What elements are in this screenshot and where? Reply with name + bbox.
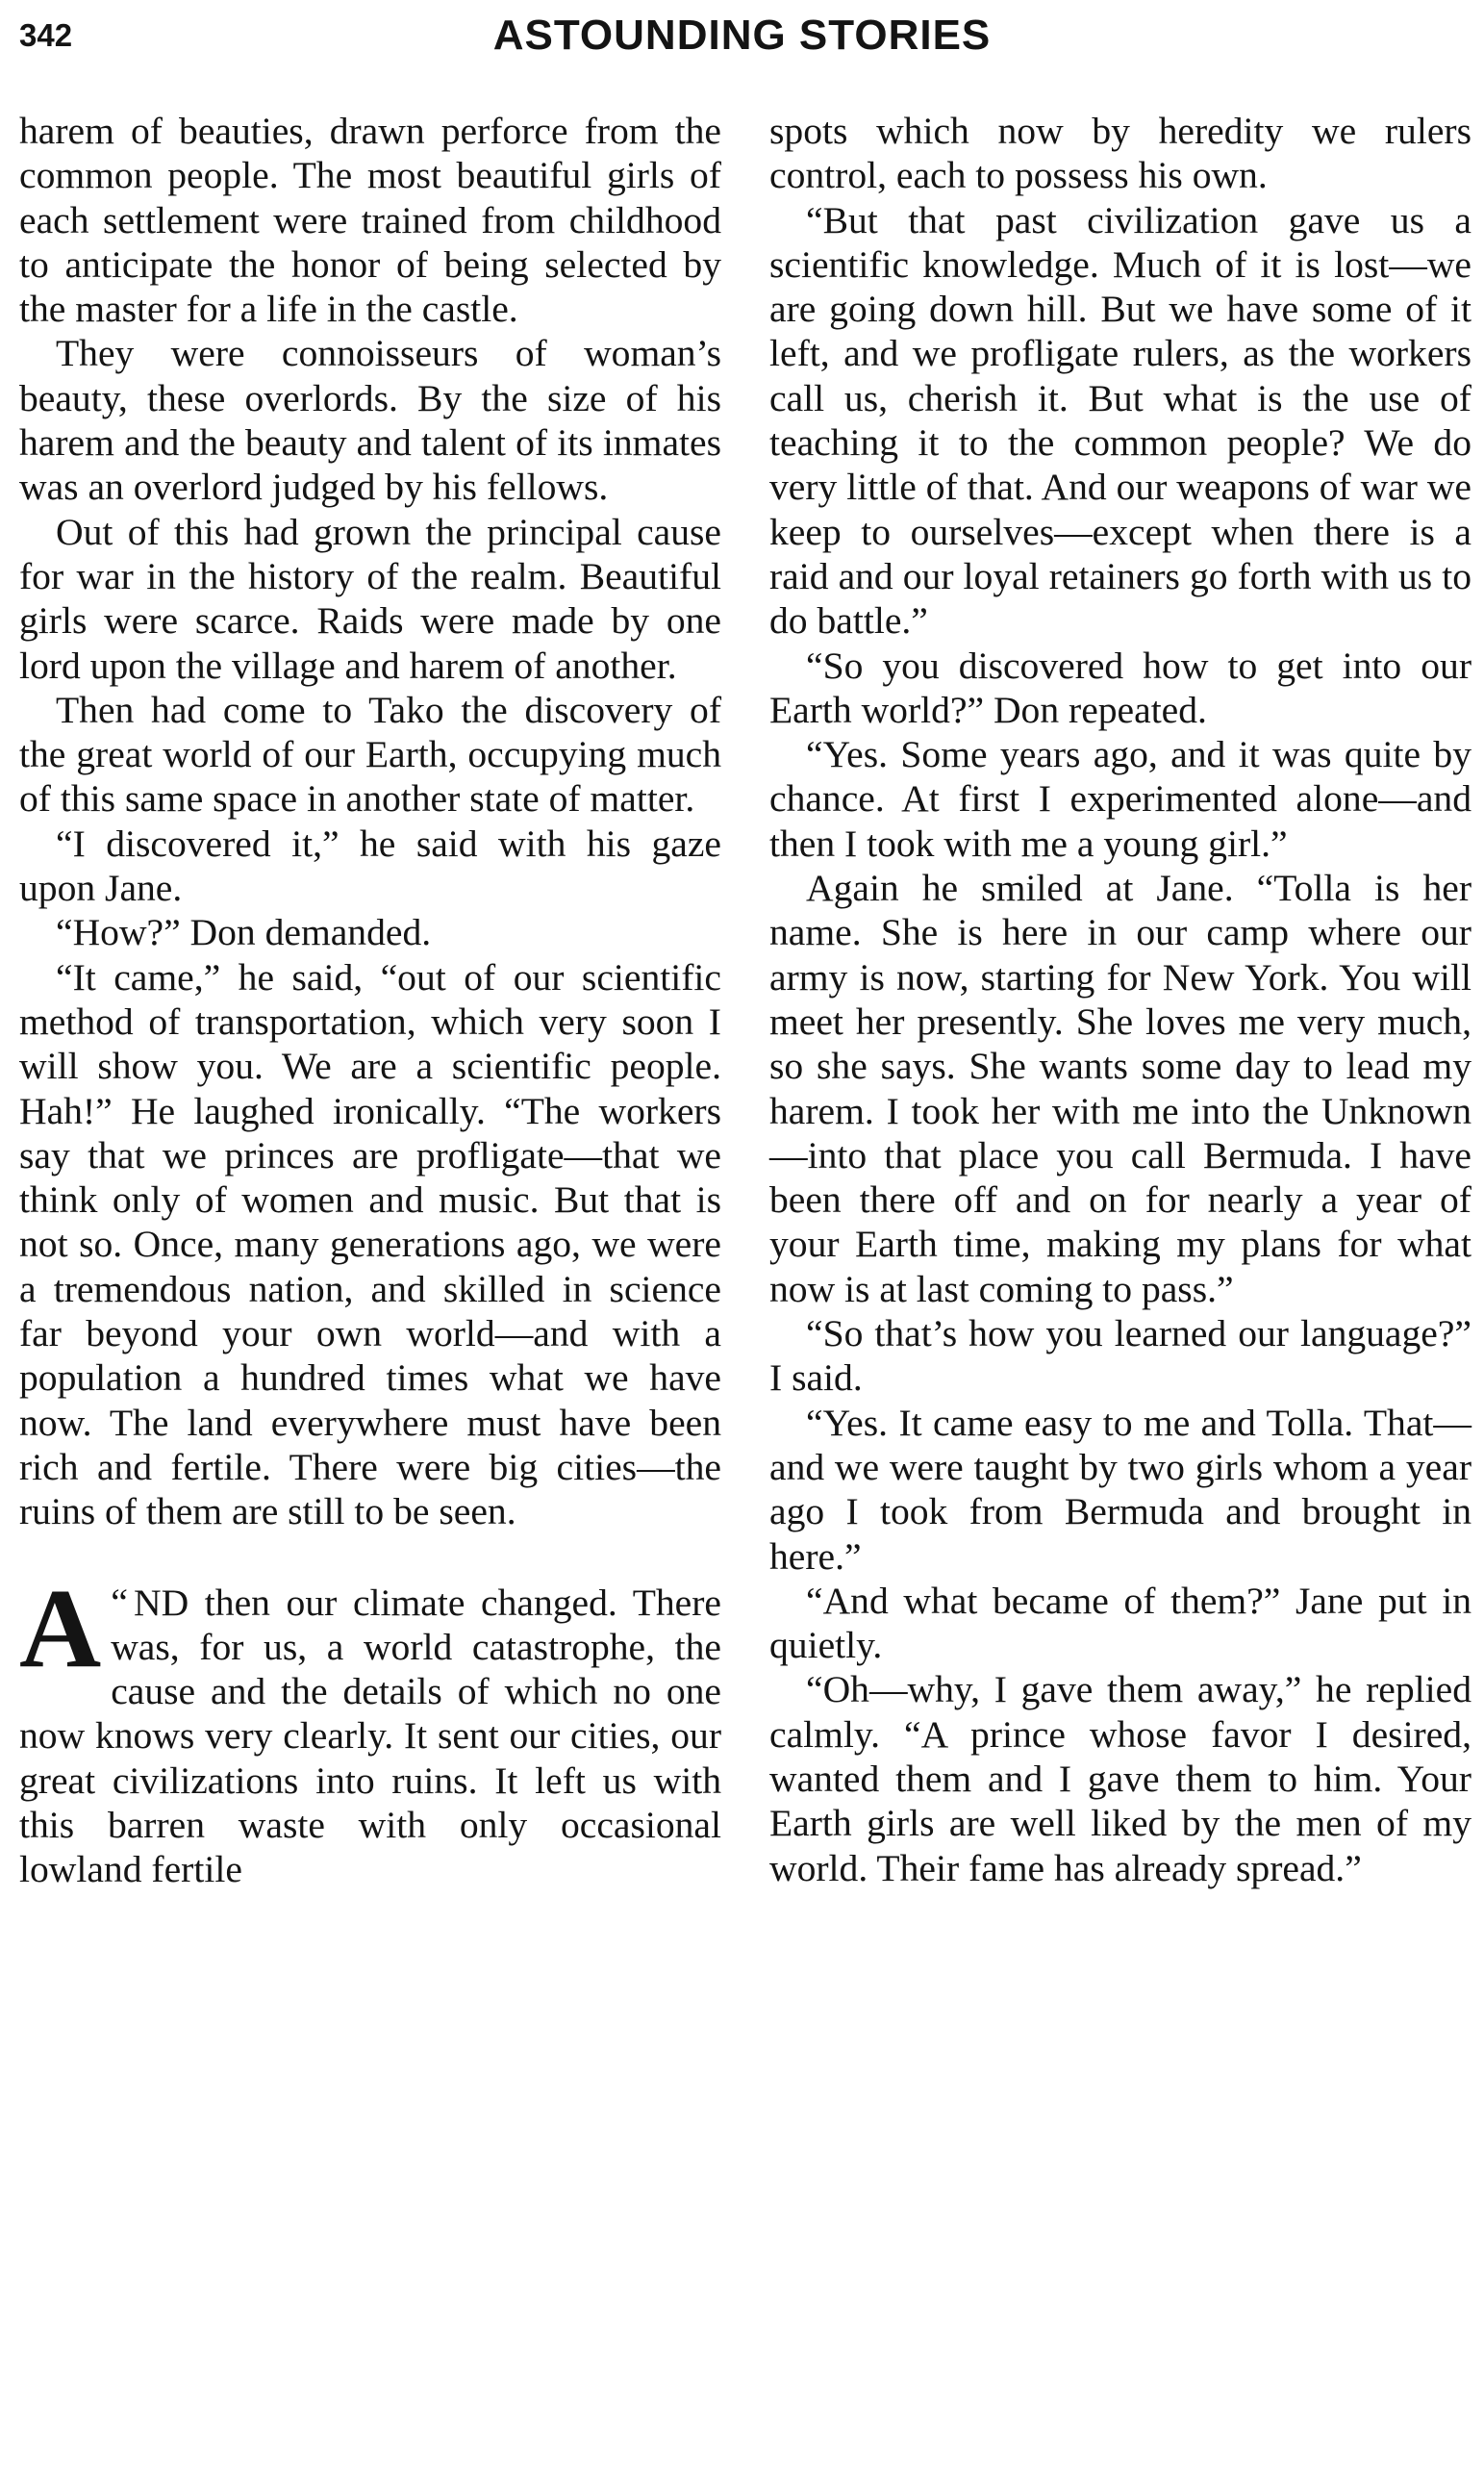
drop-cap: A [19,1564,102,1691]
left-column [19,109,721,1892]
paragraph: spots which now by heredity we rulers control, each to possess his own. [769,110,1471,197]
paragraph: Again he smiled at Jane. “Tolla is her name. She is here in our camp where our army is now, starting for New York. You will meet her presently. She loves me very much, so she says. She wants some day to lead my harem. I took her with me into the Unknown—into that place you call Bermuda. I have been there off and on for nearly a year of your Earth time, making my plans for what now is at last coming to pass.” [769,867,1471,1310]
paragraph: “But that past civilization gave us a scientific knowledge. Much of it is lost—we are going down hill. But we have some of it left, and we profligate rulers, as the workers call us, cherish it. But what is the use of teaching it to the common people? We do very little of that. And our weapons of war we keep to ourselves—except when there is a raid and our loyal retainers go forth with us to do battle.” [769,198,1471,643]
open-quote-mark: “ [111,1580,128,1624]
page-header [12,8,1472,65]
paragraph: “How?” Don demanded. [56,911,432,954]
paragraph: “It came,” he said, “out of our scientific method of transportation, which very soon I will show you. We are a scientific people. Hah!” He laughed ironically. “The workers say that we princes are profligate—that we think only of women and music. But that is not so. Once, many generations ago, we were a tremendous nation, and skilled in science far beyond your own world—and with a population a hundred times what we have now. The land everywhere must have been rich and fertile. There were big cities—the ruins of them are still to be seen. [19,955,721,1533]
section-text: ND then our climate changed. There was, for us, a world catastrophe, the cause and the details of which no one now knows very clearly. It sent our cities, our great civilizations into ruins. It left us with this barren waste with only occasional lowland fertile [19,1581,721,1891]
paragraph: “Yes. It came easy to me and Tolla. That—and we were taught by two girls whom a year ago I took from Bermuda and brought in here.” [769,1401,1471,1578]
paragraph: Out of this had grown the principal cause for war in the history of the realm. Beautiful girls were scarce. Raids were made by one lord upon the village and harem of another. [19,510,721,687]
paragraph: “And what became of them?” Jane put in quietly. [769,1579,1471,1667]
paragraph: harem of beauties, drawn perforce from the common people. The most beautiful girls of each settlement were trained from childhood to anticipate the honor of being selected by the master for a life in the castle. [19,110,721,331]
page-number: 342 [19,17,73,53]
paragraph: Then had come to Tako the discovery of the great world of our Earth, occupying much of this same space in another state of matter. [19,688,721,821]
paragraph: They were connoisseurs of woman’s beauty, these overlords. By the size of his harem and the beauty and talent of its inmates was an overlord judged by his fellows. [19,332,721,509]
paragraph: “So that’s how you learned our language?” I said. [769,1312,1471,1400]
section-start-paragraph [19,1564,721,1892]
right-column [769,109,1471,1890]
paragraph: “I discovered it,” he said with his gaze upon Jane. [19,822,721,910]
paragraph: “Yes. Some years ago, and it was quite by chance. At first I experimented alone—and then I took with me a young girl.” [769,733,1471,865]
running-head-title: ASTOUNDING STORIES [492,12,992,59]
paragraph: “So you discovered how to get into our Earth world?” Don repeated. [769,644,1471,731]
paragraph: “Oh—why, I gave them away,” he replied calmly. “A prince whose favor I desired, wanted them and I gave them to him. Your Earth girls are well liked by the men of my world. Their fame has already spread.” [769,1668,1471,1889]
